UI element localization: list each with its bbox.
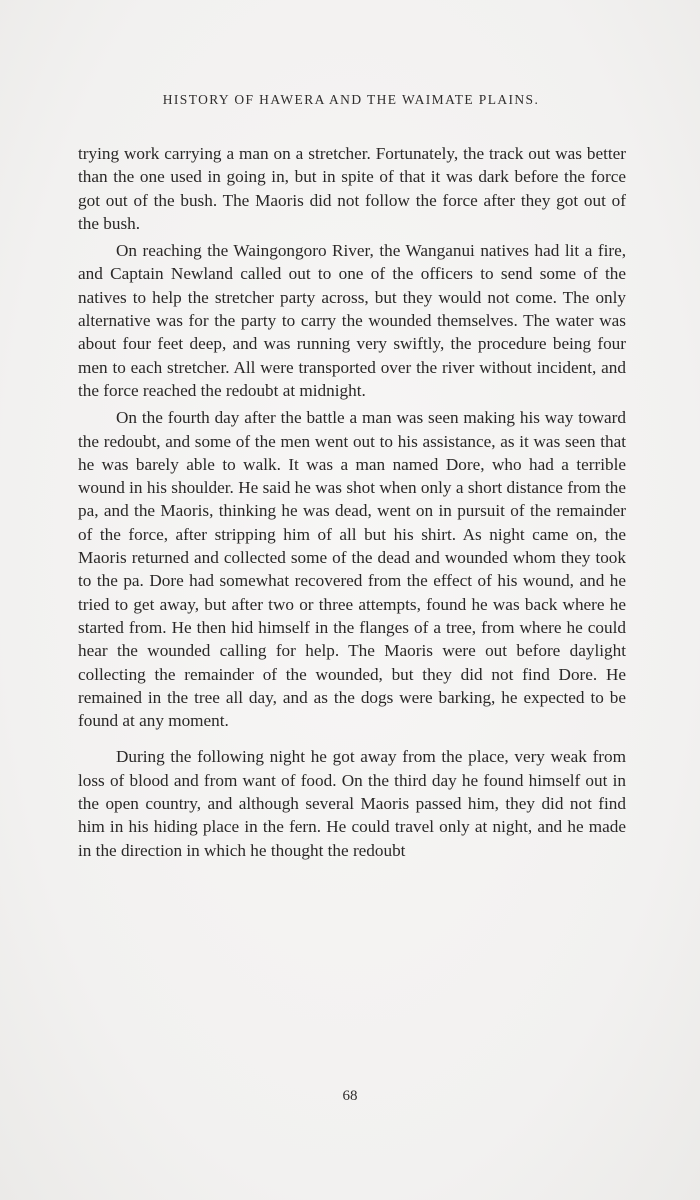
paragraph-dore-return: On the fourth day after the battle a man was seen making his way toward the redoubt, and some of the men went out to his assistance, as it was seen that he was barely able to walk. It was a man named Dore, who had a terrible wound in his shoulder. He said he was shot when only a short distance from the pa, and the Maoris, thinking he was dead, went on in pursuit of the remainder of the force, after stripping him of all but his shirt. As night came on, the Maoris returned and collected some of the dead and wounded whom they took to the pa. Dore had somewhat recovered from the effect of his wound, and he tried to get away, but after two or three attempts, found he was back where he started from. He then hid himself in the flanges of a tree, from where he could hear the wounded calling for help. The Maoris were out before daylight collecting the remainder of the wounded, but they did not find Dore. He remained in the tree all day, and as the dogs were barking, he expected to be found at any moment. bbox=[78, 408, 626, 731]
paragraph-dore-escape: During the following night he got away from the place, very weak from loss of blood and from want of food. On the third day he found himself out in the open country, and although several Maoris passed him, they did not find him in his hiding place in the fern. He could travel only at night, and he made in the direction in which he thought the redoubt bbox=[78, 747, 626, 860]
body-text bbox=[78, 142, 626, 862]
page-number: 68 bbox=[342, 1088, 358, 1104]
paragraph-river-crossing: On reaching the Waingongoro River, the Wanganui natives had lit a fire, and Captain Newland called out to one of the officers to send some of the natives to help the stretcher party across, but they would not come. The only alternative was for the party to carry the wounded themselves. The water was about four feet deep, and was running very swiftly, the procedure being four men to each stretcher. All were transported over the river without incident, and the force reached the redoubt at midnight. bbox=[78, 241, 626, 400]
paragraph-continuation: trying work carrying a man on a stretcher. Fortunately, the track out was better than the one used in going in, but in spite of that it was dark before the force got out of the bush. The Maoris did not follow the force after they got out of the bush. bbox=[78, 144, 626, 233]
running-head: HISTORY OF HAWERA AND THE WAIMATE PLAINS. bbox=[162, 92, 540, 107]
